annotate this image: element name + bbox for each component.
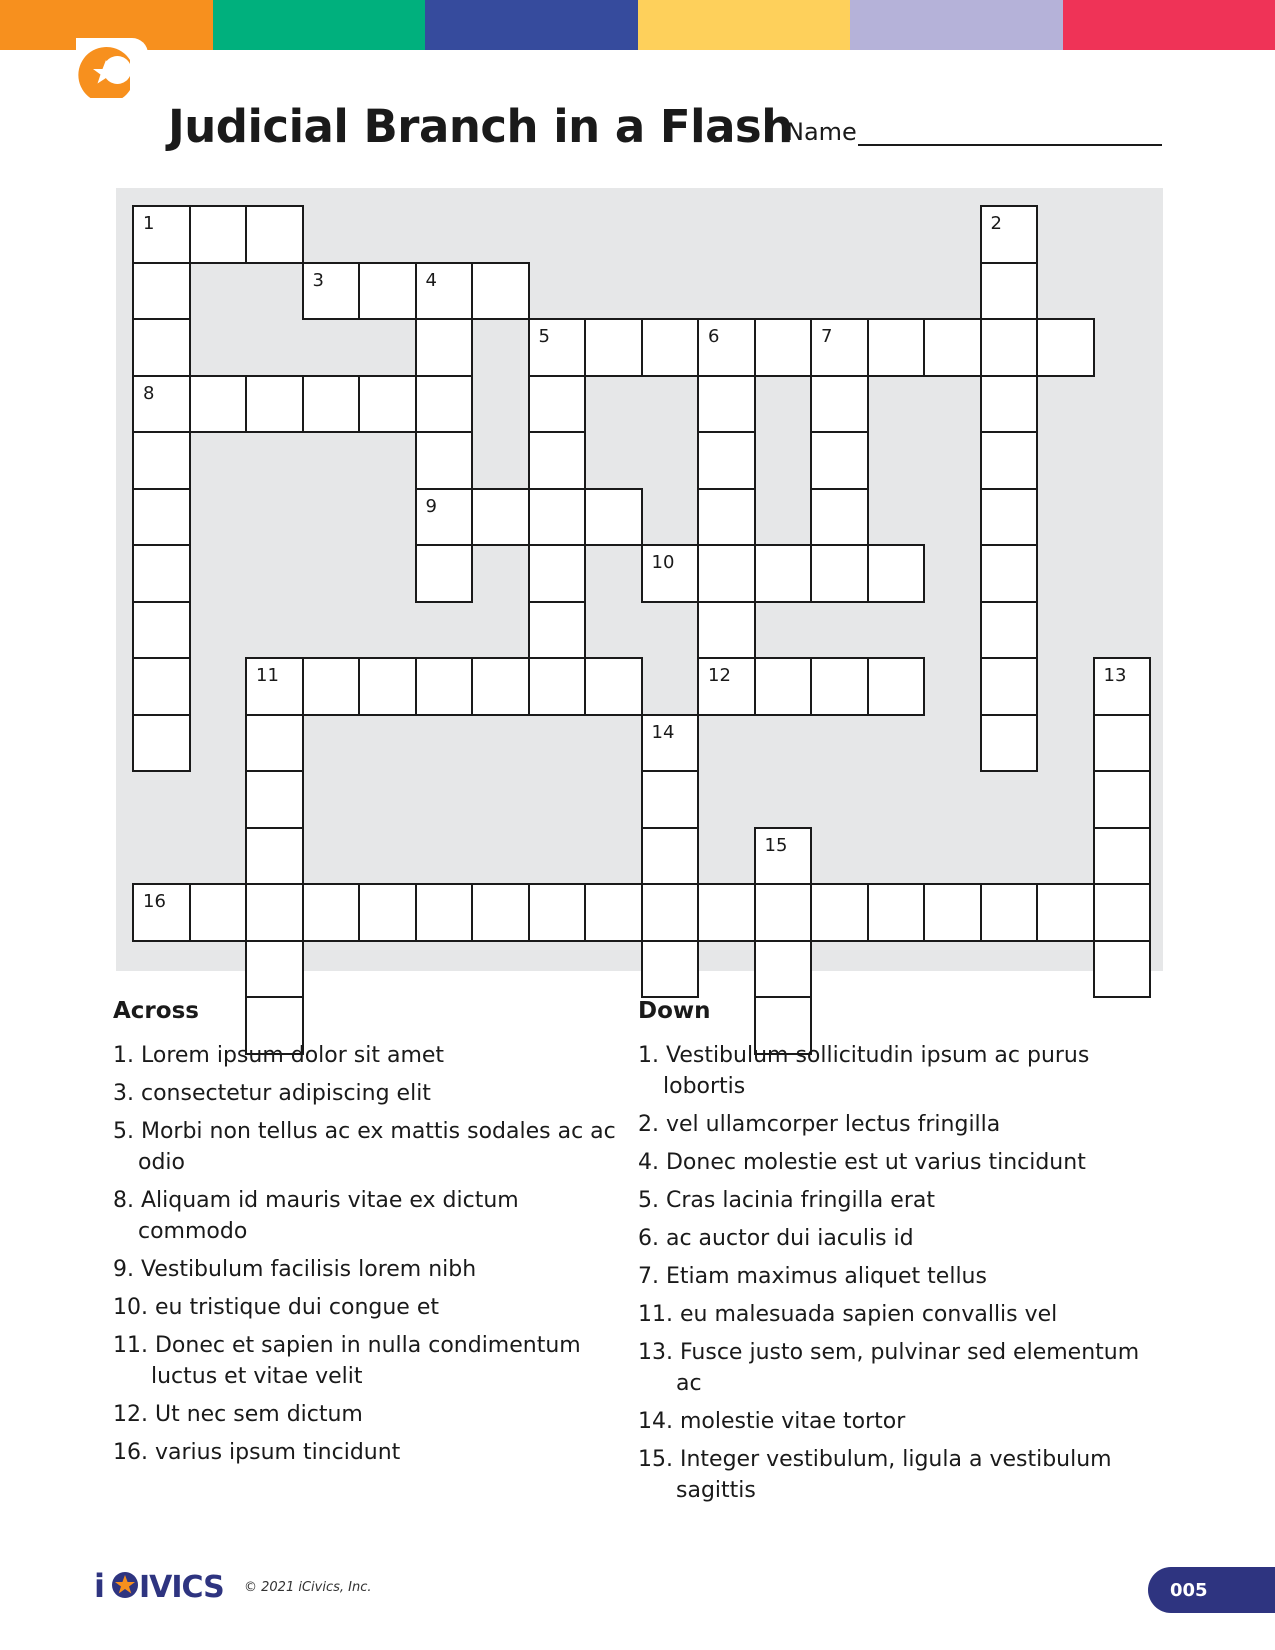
crossword-cell[interactable] bbox=[641, 544, 700, 603]
crossword-cell[interactable] bbox=[528, 375, 587, 434]
crossword-cell[interactable] bbox=[1093, 714, 1152, 773]
clue-number: 5 bbox=[538, 326, 550, 347]
crossword-cell[interactable] bbox=[697, 601, 756, 660]
clue-number: 12 bbox=[708, 665, 731, 686]
crossword-cell[interactable] bbox=[302, 883, 361, 942]
crossword-cell[interactable] bbox=[245, 770, 304, 829]
crossword-cell[interactable] bbox=[358, 883, 417, 942]
crossword-cell[interactable] bbox=[754, 544, 813, 603]
crossword-cell[interactable] bbox=[867, 544, 926, 603]
crossword-panel bbox=[116, 188, 1163, 971]
crossword-cell[interactable] bbox=[132, 657, 191, 716]
down-clue-list bbox=[638, 1040, 1158, 1513]
clue-item: 4. Donec molestie est ut varius tincidunt bbox=[638, 1150, 1086, 1175]
crossword-cell[interactable] bbox=[528, 601, 587, 660]
crossword-cell[interactable] bbox=[810, 657, 869, 716]
clue-item: 7. Etiam maximus aliquet tellus bbox=[638, 1264, 987, 1289]
crossword-cell[interactable] bbox=[697, 375, 756, 434]
crossword-cell[interactable] bbox=[358, 262, 417, 321]
clue-item: 2. vel ullamcorper lectus fringilla bbox=[638, 1112, 1001, 1137]
crossword-cell[interactable] bbox=[132, 883, 191, 942]
clue-number: 10 bbox=[651, 552, 675, 573]
header-color-stripes bbox=[0, 0, 1275, 50]
clue-item: 12. Ut nec sem dictum bbox=[113, 1402, 363, 1427]
crossword-cell[interactable] bbox=[1093, 770, 1152, 829]
clue-item: 16. varius ipsum tincidunt bbox=[113, 1440, 401, 1465]
stripe-lavender bbox=[850, 0, 1063, 50]
clue-item: 3. consectetur adipiscing elit bbox=[113, 1081, 431, 1106]
crossword-cell[interactable] bbox=[641, 318, 700, 377]
stripe-blue bbox=[425, 0, 638, 50]
crossword-cell[interactable] bbox=[415, 262, 474, 321]
crossword-cell[interactable] bbox=[754, 318, 813, 377]
crossword-cell[interactable] bbox=[415, 431, 474, 490]
page-title: Judicial Branch in a Flash bbox=[168, 100, 793, 153]
crossword-cell[interactable] bbox=[810, 488, 869, 547]
clue-item: 1. Vestibulum sollicitudin ipsum ac purus lobortis bbox=[638, 1043, 1090, 1099]
crossword-cell[interactable] bbox=[697, 488, 756, 547]
name-field-line[interactable] bbox=[858, 144, 1162, 146]
clue-number: 9 bbox=[425, 495, 437, 517]
crossword-cell[interactable] bbox=[471, 883, 530, 942]
crossword-cell[interactable] bbox=[245, 827, 304, 886]
crossword-cell[interactable] bbox=[1036, 883, 1095, 942]
crossword-cell[interactable] bbox=[980, 544, 1039, 603]
crossword-cell[interactable] bbox=[754, 827, 813, 886]
clue-number: 13 bbox=[1103, 665, 1127, 686]
crossword-cell[interactable] bbox=[810, 431, 869, 490]
crossword-cell[interactable] bbox=[641, 714, 700, 773]
crossword-cell[interactable] bbox=[415, 375, 474, 434]
crossword-cell[interactable] bbox=[980, 601, 1039, 660]
star-c-logo-icon bbox=[72, 38, 148, 98]
crossword-cell[interactable] bbox=[697, 431, 756, 490]
clue-item: 8. Aliquam id mauris vitae ex dictum commodo bbox=[113, 1188, 519, 1244]
clue-item: 15. Integer vestibulum, ligula a vestibulum sagittis bbox=[638, 1447, 1112, 1503]
clue-item: 5. Cras lacinia fringilla erat bbox=[638, 1188, 935, 1213]
crossword-cell[interactable] bbox=[132, 262, 191, 321]
down-heading: Down bbox=[638, 998, 711, 1024]
clue-number: 3 bbox=[312, 269, 324, 291]
crossword-cell[interactable] bbox=[245, 714, 304, 773]
crossword-cell[interactable] bbox=[810, 883, 869, 942]
crossword-cell[interactable] bbox=[980, 205, 1039, 264]
crossword-cell[interactable] bbox=[358, 657, 417, 716]
stripe-red bbox=[1063, 0, 1275, 50]
crossword-cell[interactable] bbox=[867, 657, 926, 716]
clue-item: 5. Morbi non tellus ac ex mattis sodales ac ac odio bbox=[113, 1119, 616, 1175]
crossword-cell[interactable] bbox=[245, 205, 304, 264]
crossword-cell[interactable] bbox=[810, 318, 869, 377]
clue-item: 1. Lorem ipsum dolor sit amet bbox=[113, 1043, 445, 1068]
crossword-cell[interactable] bbox=[415, 318, 474, 377]
crossword-cell[interactable] bbox=[302, 375, 361, 434]
clue-number: 14 bbox=[651, 721, 675, 743]
icivics-logo-icon bbox=[94, 1568, 244, 1602]
crossword-cell[interactable] bbox=[754, 657, 813, 716]
crossword-cell[interactable] bbox=[245, 883, 304, 942]
crossword-cell[interactable] bbox=[1036, 318, 1095, 377]
crossword-cell[interactable] bbox=[132, 601, 191, 660]
crossword-cell[interactable] bbox=[415, 544, 474, 603]
crossword-cell[interactable] bbox=[471, 488, 530, 547]
crossword-cell[interactable] bbox=[923, 883, 982, 942]
crossword-cell[interactable] bbox=[189, 883, 248, 942]
stripe-green bbox=[213, 0, 426, 50]
crossword-cell[interactable] bbox=[867, 318, 926, 377]
crossword-cell[interactable] bbox=[584, 657, 643, 716]
across-clue-list bbox=[113, 1040, 633, 1475]
crossword-cell[interactable] bbox=[415, 657, 474, 716]
crossword-cell[interactable] bbox=[641, 827, 700, 886]
crossword-cell[interactable] bbox=[132, 714, 191, 773]
crossword-cell[interactable] bbox=[189, 375, 248, 434]
crossword-cell[interactable] bbox=[1093, 940, 1152, 999]
crossword-cell[interactable] bbox=[697, 883, 756, 942]
clue-item: 11. eu malesuada sapien convallis vel bbox=[638, 1302, 1058, 1327]
crossword-cell[interactable] bbox=[245, 375, 304, 434]
clue-number: 1 bbox=[143, 213, 155, 234]
crossword-cell[interactable] bbox=[980, 375, 1039, 434]
crossword-cell[interactable] bbox=[471, 657, 530, 716]
crossword-cell[interactable] bbox=[584, 883, 643, 942]
crossword-cell[interactable] bbox=[641, 940, 700, 999]
crossword-cell[interactable] bbox=[697, 544, 756, 603]
crossword-cell[interactable] bbox=[697, 318, 756, 377]
crossword-cell[interactable] bbox=[641, 883, 700, 942]
copyright-text: © 2021 iCivics, Inc. bbox=[244, 1580, 372, 1595]
crossword-cell[interactable] bbox=[245, 657, 304, 716]
crossword-cell[interactable] bbox=[415, 488, 474, 547]
svg-text:IVICS: IVICS bbox=[139, 1570, 224, 1602]
crossword-cell[interactable] bbox=[528, 544, 587, 603]
page-number-badge bbox=[1148, 1567, 1275, 1613]
crossword-cell[interactable] bbox=[980, 262, 1039, 321]
crossword-cell[interactable] bbox=[132, 488, 191, 547]
crossword-cell[interactable] bbox=[697, 657, 756, 716]
crossword-cell[interactable] bbox=[132, 318, 191, 377]
crossword-cell[interactable] bbox=[980, 714, 1039, 773]
crossword-cell[interactable] bbox=[923, 318, 982, 377]
crossword-cell[interactable] bbox=[245, 940, 304, 999]
clue-number: 11 bbox=[256, 665, 279, 686]
crossword-cell[interactable] bbox=[810, 375, 869, 434]
svg-text:i: i bbox=[94, 1568, 104, 1602]
crossword-cell[interactable] bbox=[641, 770, 700, 829]
crossword-cell[interactable] bbox=[132, 544, 191, 603]
clue-number: 4 bbox=[425, 269, 437, 291]
crossword-cell[interactable] bbox=[810, 544, 869, 603]
crossword-cell[interactable] bbox=[1093, 657, 1152, 716]
crossword-cell[interactable] bbox=[528, 657, 587, 716]
crossword-cell[interactable] bbox=[754, 940, 813, 999]
crossword-cell[interactable] bbox=[528, 488, 587, 547]
crossword-cell[interactable] bbox=[528, 431, 587, 490]
crossword-cell[interactable] bbox=[980, 488, 1039, 547]
crossword-cell[interactable] bbox=[302, 657, 361, 716]
crossword-cell[interactable] bbox=[471, 262, 530, 321]
crossword-cell[interactable] bbox=[132, 431, 191, 490]
crossword-cell[interactable] bbox=[132, 375, 191, 434]
crossword-cell[interactable] bbox=[1093, 883, 1152, 942]
name-label: Name bbox=[786, 118, 857, 146]
crossword-cell[interactable] bbox=[132, 205, 191, 264]
crossword-cell[interactable] bbox=[1093, 827, 1152, 886]
crossword-cell[interactable] bbox=[980, 883, 1039, 942]
crossword-cell[interactable] bbox=[867, 883, 926, 942]
clue-item: 14. molestie vitae tortor bbox=[638, 1409, 906, 1434]
crossword-cell[interactable] bbox=[415, 883, 474, 942]
page-number: 005 bbox=[1170, 1579, 1208, 1601]
stripe-yellow bbox=[638, 0, 851, 50]
clue-item: 11. Donec et sapien in nulla condimentum luctus et vitae velit bbox=[113, 1333, 581, 1389]
clue-item: 9. Vestibulum facilisis lorem nibh bbox=[113, 1257, 477, 1282]
crossword-cell[interactable] bbox=[528, 883, 587, 942]
crossword-cell[interactable] bbox=[584, 318, 643, 377]
clue-number: 6 bbox=[708, 326, 720, 347]
clue-number: 7 bbox=[821, 326, 833, 347]
clue-item: 13. Fusce justo sem, pulvinar sed elementum ac bbox=[638, 1340, 1140, 1396]
across-heading: Across bbox=[113, 998, 199, 1024]
clue-number: 8 bbox=[143, 382, 155, 404]
clue-number: 16 bbox=[143, 891, 166, 912]
crossword-cell[interactable] bbox=[980, 318, 1039, 377]
crossword-cell[interactable] bbox=[584, 488, 643, 547]
clue-item: 6. ac auctor dui iaculis id bbox=[638, 1226, 914, 1251]
clue-number: 2 bbox=[990, 213, 1002, 234]
crossword-cell[interactable] bbox=[980, 657, 1039, 716]
crossword-cell[interactable] bbox=[189, 205, 248, 264]
clue-number: 15 bbox=[764, 834, 788, 856]
clue-item: 10. eu tristique dui congue et bbox=[113, 1295, 439, 1320]
crossword-cell[interactable] bbox=[754, 883, 813, 942]
crossword-cell[interactable] bbox=[302, 262, 361, 321]
crossword-cell[interactable] bbox=[358, 375, 417, 434]
crossword-cell[interactable] bbox=[980, 431, 1039, 490]
crossword-cell[interactable] bbox=[528, 318, 587, 377]
